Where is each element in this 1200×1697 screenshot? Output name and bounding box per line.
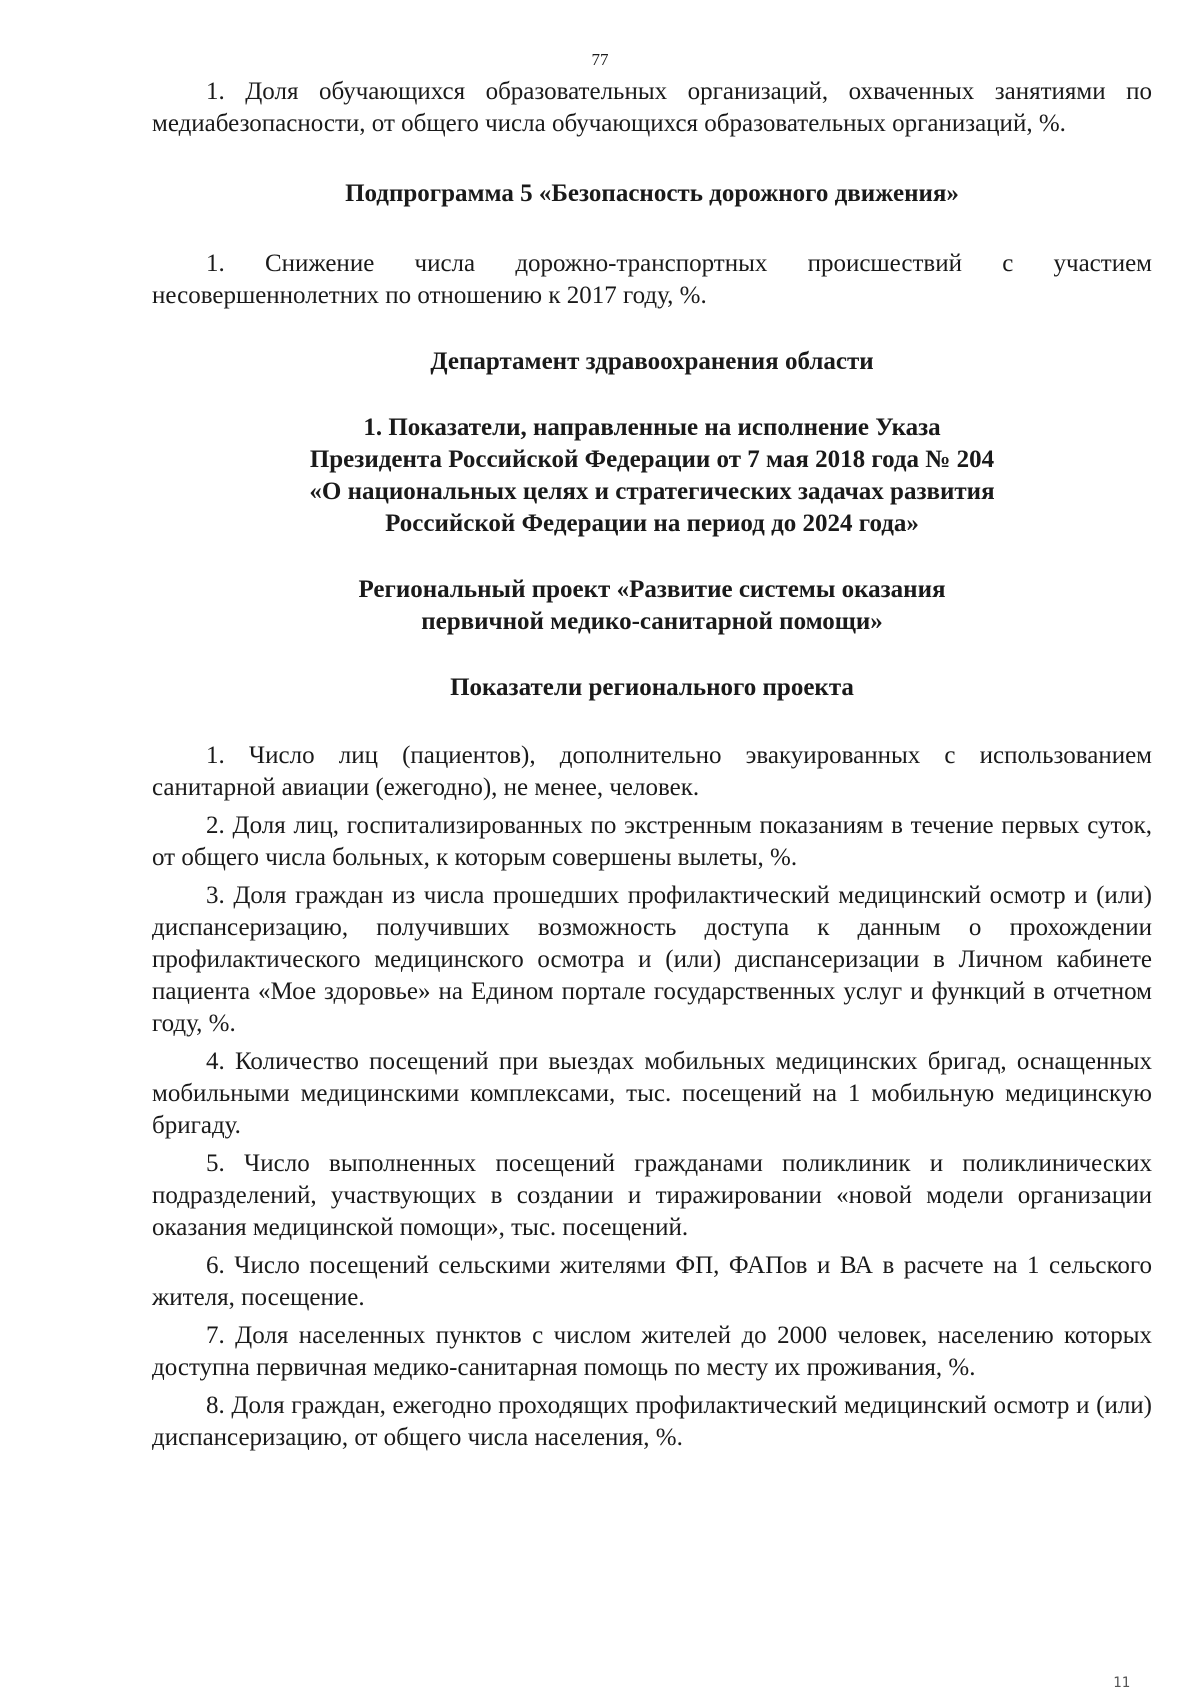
corner-mark: 11	[1113, 1675, 1130, 1691]
project-heading-line: первичной медико-санитарной помощи»	[421, 608, 883, 635]
page-number: 77	[591, 50, 609, 69]
indicators-list	[152, 740, 1152, 1454]
page-content	[152, 76, 1152, 1460]
indicator-item: 1. Число лиц (пациентов), дополнительно эвакуированных с использованием санитарной авиации (ежегодно), не менее, человек.	[152, 742, 1152, 801]
decree-heading-line: Президента Российской Федерации от 7 мая 2018 года № 204	[309, 446, 995, 473]
indicators-heading: Показатели регионального проекта	[450, 674, 854, 701]
indicator-item: 2. Доля лиц, госпитализированных по экстренным показаниям в течение первых суток, от общего числа больных, к которым совершены вылеты, %.	[152, 812, 1152, 871]
indicator-item: 6. Число посещений сельскими жителями ФП, ФАПов и ВА в расчете на 1 сельского жителя, посещение.	[152, 1252, 1152, 1311]
project-heading-line: Региональный проект «Развитие системы оказания	[358, 576, 946, 603]
decree-heading-line: «О национальных целях и стратегических задачах развития	[309, 478, 995, 505]
decree-heading	[152, 412, 1152, 540]
top-item: 1. Доля обучающихся образовательных организаций, охваченных занятиями по медиабезопасности, от общего числа обучающихся образовательных организаций, %.	[152, 78, 1152, 137]
subprogram-item: 1. Снижение числа дорожно-транспортных происшествий с участием несовершеннолетних по отношению к 2017 году, %.	[152, 250, 1152, 309]
indicator-item: 8. Доля граждан, ежегодно проходящих профилактический медицинский осмотр и (или) диспансеризацию, от общего числа населения, %.	[152, 1392, 1152, 1451]
indicator-item: 4. Количество посещений при выездах мобильных медицинских бригад, оснащенных мобильными медицинскими комплексами, тыс. посещений на 1 мобильную медицинскую бригаду.	[152, 1048, 1152, 1139]
decree-heading-line: 1. Показатели, направленные на исполнение Указа	[363, 414, 941, 441]
indicator-item: 7. Доля населенных пунктов с числом жителей до 2000 человек, населению которых доступна первичная медико-санитарная помощь по месту их проживания, %.	[152, 1322, 1152, 1381]
indicator-item: 5. Число выполненных посещений гражданами поликлиник и поликлинических подразделений, участвующих в создании и тиражировании «новой модели организации оказания медицинской помощи», тыс. посещений.	[152, 1150, 1152, 1241]
project-heading	[152, 574, 1152, 638]
department-title: Департамент здравоохранения области	[430, 348, 874, 375]
decree-heading-line: Российской Федерации на период до 2024 года»	[385, 510, 919, 537]
indicator-item: 3. Доля граждан из числа прошедших профилактический медицинский осмотр и (или) диспансеризацию, получивших возможность доступа к данным о прохождении профилактического медицинского осмотра и (или) диспансеризации в Личном кабинете пациента «Мое здоровье» на Едином портале государственных услуг и функций в отчетном году, %.	[152, 882, 1152, 1037]
subprogram-title: Подпрограмма 5 «Безопасность дорожного движения»	[345, 180, 959, 207]
